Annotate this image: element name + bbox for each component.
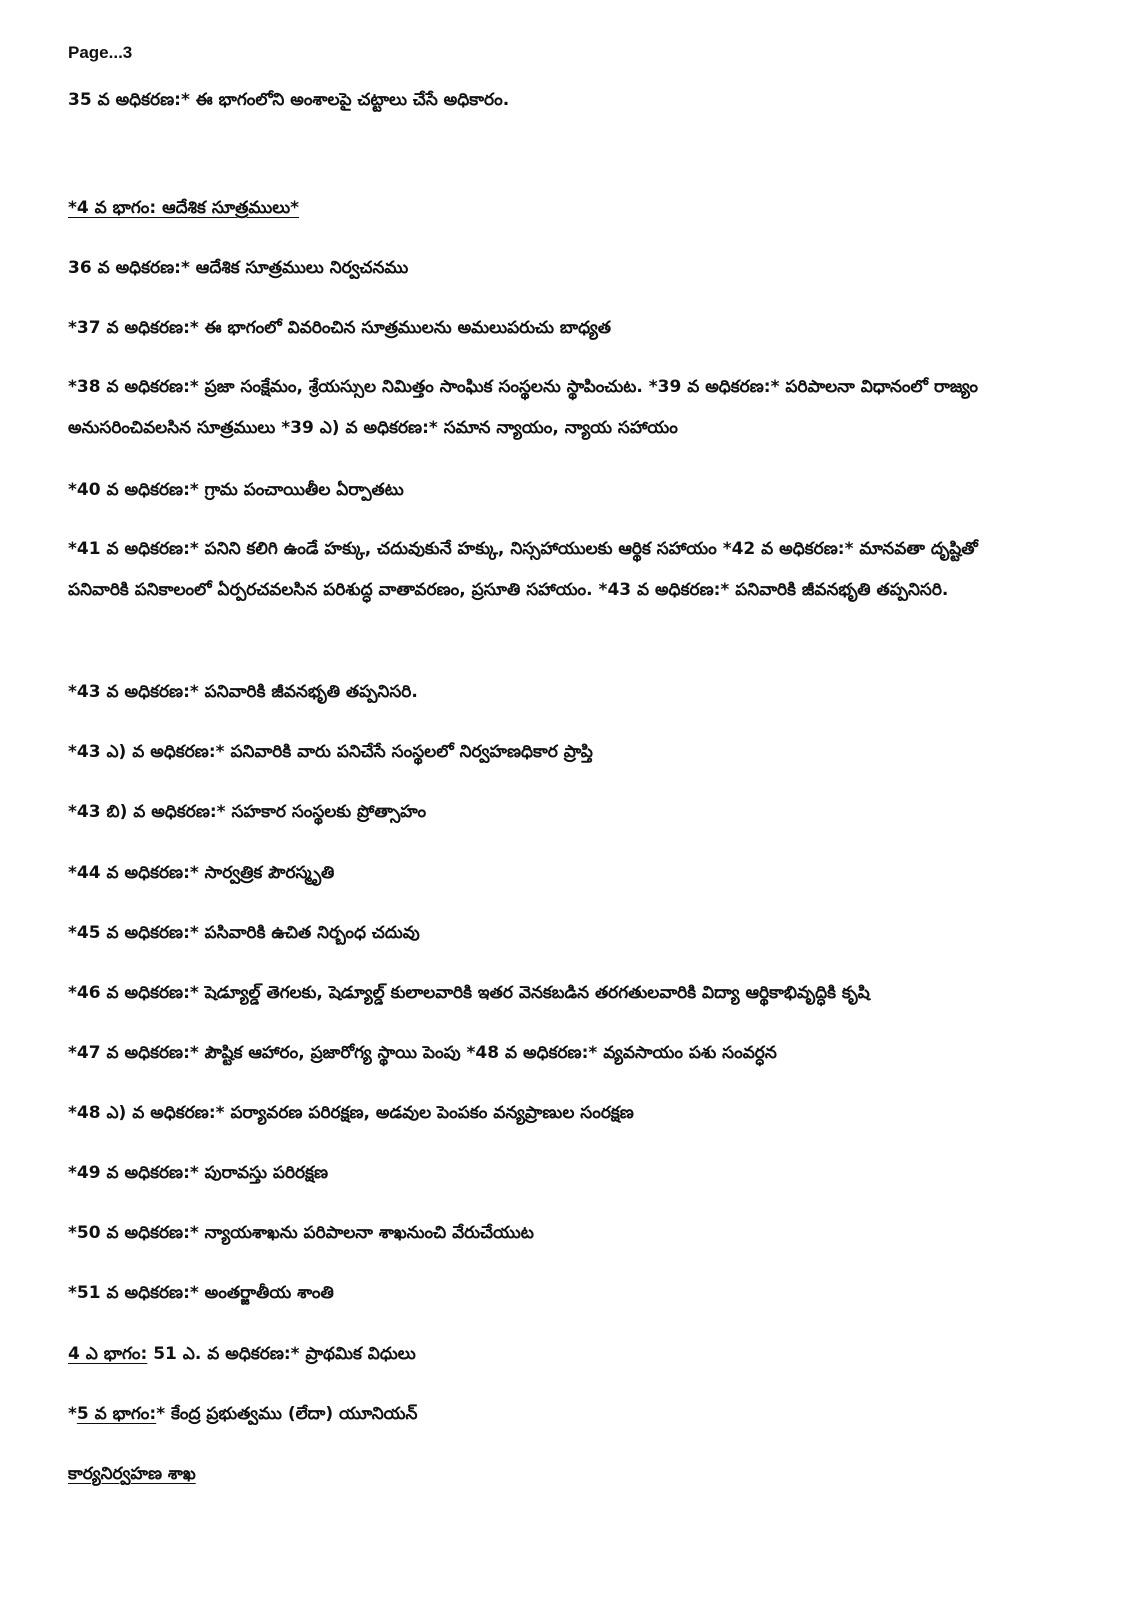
article-37-line: *37 వ అధికరణ:* ఈ భాగంలో వివరించిన సూత్రములను అమలుపరుచు బాధ్యత — [68, 318, 611, 338]
article-43-line: *43 వ అధికరణ:* పనివారికి జీవనభృతి తప్పనిసరి. — [68, 682, 418, 702]
part-5-prefix: * — [68, 1404, 77, 1424]
article-49-line: *49 వ అధికరణ:* పురావస్తు పరిరక్షణ — [68, 1163, 329, 1183]
article-43b-line: *43 బి) వ అధికరణ:* సహకార సంస్థలకు ప్రోత్సాహం — [68, 802, 427, 822]
part-4a-label: 4 ఎ భాగం: — [68, 1344, 148, 1364]
article-47-48-line: *47 వ అధికరణ:* పౌష్టిక ఆహారం, ప్రజారోగ్య స్థాయి పెంపు *48 వ అధికరణ:* వ్యవసాయం పశు సంవర్ధన — [68, 1043, 777, 1063]
article-50-line: *50 వ అధికరణ:* న్యాయశాఖను పరిపాలనా శాఖనుంచి వేరుచేయుట — [68, 1223, 534, 1243]
article-38-39-paragraph: *38 వ అధికరణ:* ప్రజా సంక్షేమం, శ్రేయస్సుల నిమిత్తం సాంఘిక సంస్థలను స్థాపించుట. *39 వ అధికరణ:* పరిపాలనా విధానంలో రాజ్యం అనుసరించివలసిన సూత్రములు *39 ఎ) వ అధికరణ:* సమాన న్యాయం, న్యాయ సహాయం — [68, 377, 979, 438]
article-40-line: *40 వ అధికరణ:* గ్రామ పంచాయితీల ఏర్పాతటు — [68, 480, 404, 500]
part-5-label: 5 వ భాగం: — [76, 1404, 157, 1424]
article-45-line: *45 వ అధికరణ:* పసివారికి ఉచిత నిర్బంధ చదువు — [68, 923, 420, 943]
part-4-heading-text: *4 వ భాగం: ఆదేశిక సూత్రములు* — [68, 198, 300, 218]
article-46-line: *46 వ అధికరణ:* షెడ్యూల్డ్ తెగలకు, షెడ్యూల్డ్ కులాలవారికి ఇతర వెనకబడిన తరగతులవారికి విద్యా ఆర్థికాభివృద్ధికి కృషి — [68, 983, 870, 1003]
executive-branch-heading-text: కార్యనిర్వహణ శాఖ — [68, 1464, 196, 1484]
article-41-43-paragraph: *41 వ అధికరణ:* పనిని కలిగి ఉండే హక్కు, చదువుకునే హక్కు, నిస్సహాయులకు ఆర్థిక సహాయం *42 వ అధికరణ:* మానవతా దృష్టితో పనివారికి పనికాలంలో ఏర్పరచవలసిన పరిశుద్ధ వాతావరణం, ప్రసూతి సహాయం. *43 వ అధికరణ:* పనివారికి జీవనభృతి తప్పనిసరి. — [68, 539, 978, 600]
executive-branch-heading — [68, 1463, 1068, 1485]
article-44-line: *44 వ అధికరణ:* సార్వత్రిక పౌరస్మృతి — [68, 863, 335, 883]
article-35-line: 35 వ అధికరణ:* ఈ భాగంలోని అంశాలపై చట్టాలు చేసే అధికారం. — [68, 90, 510, 110]
article-43a-line: *43 ఎ) వ అధికరణ:* పనివారికి వారు పనిచేసే సంస్థలలో నిర్వహణధికార ప్రాప్తి — [68, 742, 593, 762]
part-4a-text: 51 ఎ. వ అధికరణ:* ప్రాథమిక విధులు — [147, 1344, 416, 1364]
article-51-line: *51 వ అధికరణ:* అంతర్జాతీయ శాంతి — [68, 1283, 334, 1303]
article-36-line: 36 వ అధికరణ:* ఆదేశిక సూత్రములు నిర్వచనము — [68, 258, 409, 278]
part-5-text: * కేంద్ర ప్రభుత్వము (లేదా) యూనియన్ — [156, 1404, 418, 1424]
page-number-label: Page...3 — [68, 43, 133, 62]
article-48a-line: *48 ఎ) వ అధికరణ:* పర్యావరణ పరిరక్షణ, అడవుల పెంపకం వన్యప్రాణుల సంరక్షణ — [68, 1103, 634, 1123]
part-5-line — [68, 1403, 1068, 1425]
part-4a-line — [68, 1343, 1068, 1365]
part-4-heading — [68, 197, 1068, 219]
